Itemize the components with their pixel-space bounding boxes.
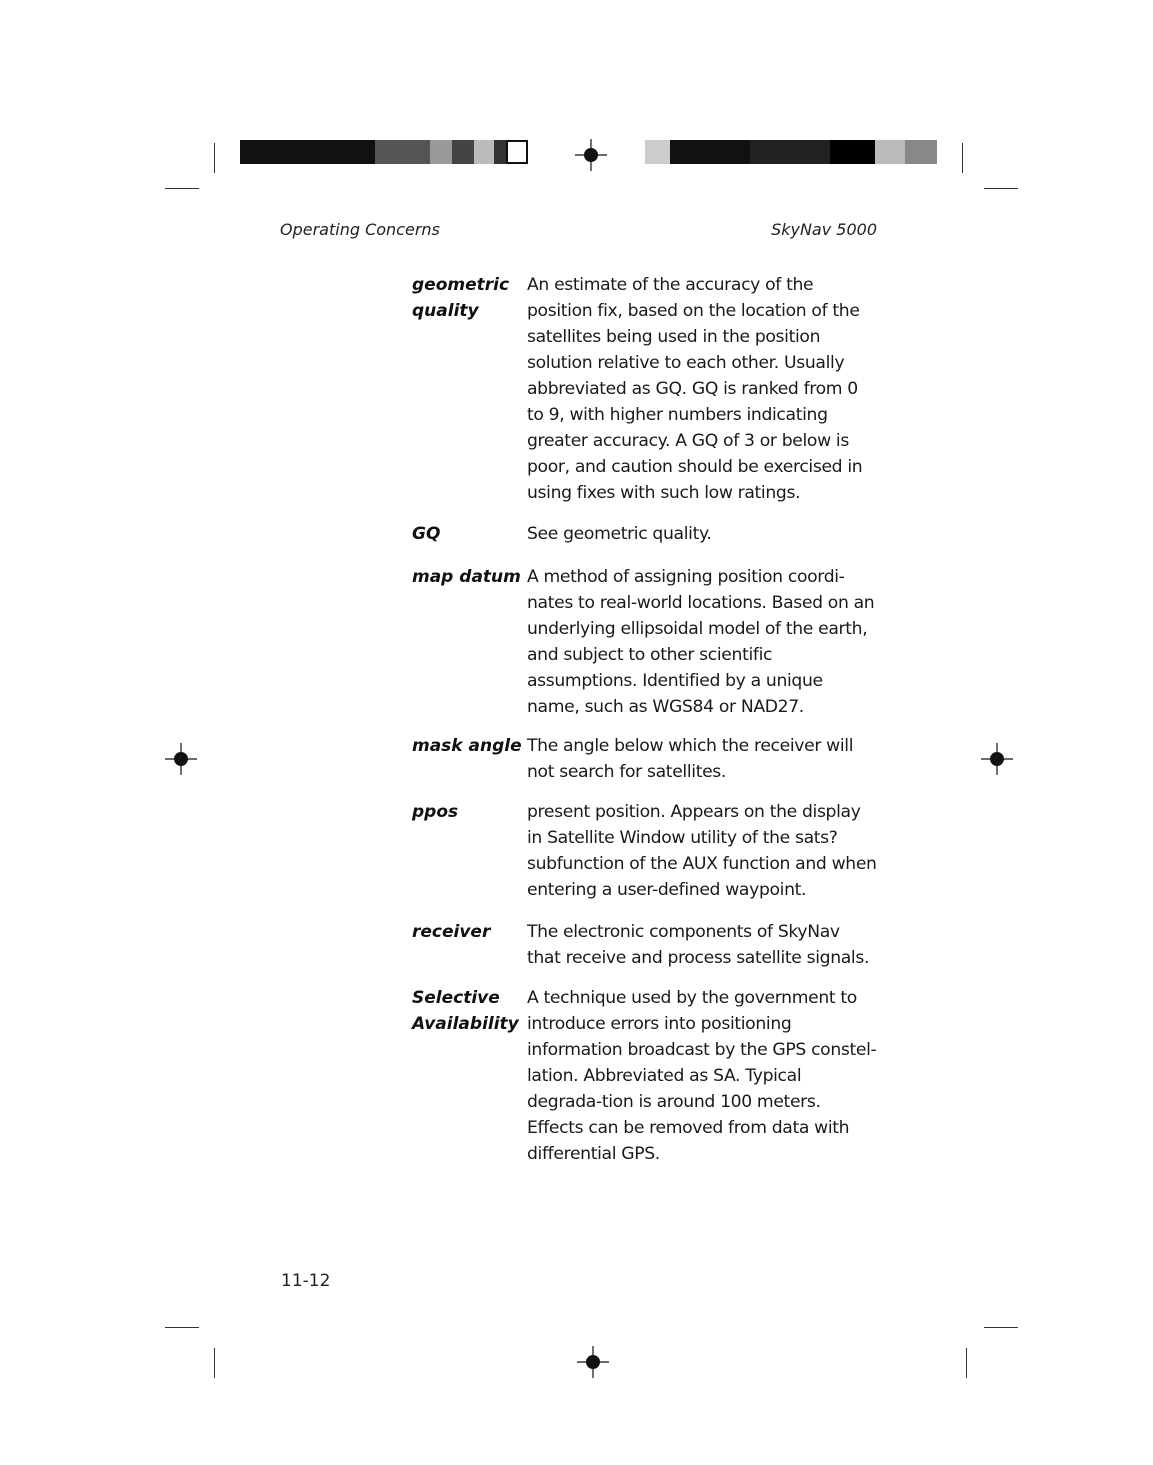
term-line: receiver — [412, 922, 491, 942]
reg-block — [830, 140, 875, 164]
glossary-term — [412, 272, 524, 324]
registration-bar-left — [240, 140, 530, 164]
reg-block — [905, 140, 937, 164]
glossary-definition: present position. Appears on the display in Satellite Window utility of the sats? subfunction of the AUX function and when entering a user-defined waypoint. — [527, 802, 877, 900]
reg-block — [240, 140, 375, 164]
term-line: GQ — [412, 524, 441, 544]
crop-mark — [966, 1348, 967, 1378]
glossary-definition: See geometric quality. — [527, 524, 712, 544]
glossary-term — [412, 799, 524, 825]
reg-block — [452, 140, 474, 164]
reg-block — [375, 140, 430, 164]
glossary-term — [412, 919, 524, 945]
glossary-term — [412, 521, 524, 547]
section-title: Operating Concerns — [280, 220, 440, 239]
crop-mark — [962, 143, 963, 173]
crop-mark — [165, 188, 199, 189]
registration-bar-right — [645, 140, 937, 164]
reg-block — [506, 140, 528, 164]
glossary-term — [412, 564, 524, 590]
reg-block — [875, 140, 905, 164]
reg-block — [670, 140, 750, 164]
reg-block — [474, 140, 494, 164]
reg-block — [645, 140, 670, 164]
crop-mark — [214, 1348, 215, 1378]
crop-mark — [165, 1327, 199, 1328]
crop-mark — [984, 188, 1018, 189]
term-line: geometric — [412, 275, 510, 295]
term-line: ppos — [412, 802, 459, 822]
reg-block — [750, 140, 830, 164]
glossary-definition: The electronic components of SkyNav that receive and process satellite signals. — [527, 922, 870, 968]
registration-crosshair-icon — [164, 742, 198, 776]
glossary-term — [412, 985, 524, 1037]
term-line: Selective — [412, 988, 500, 1008]
crop-mark — [214, 143, 215, 173]
term-line: Availability — [412, 1014, 519, 1034]
term-line: quality — [412, 301, 479, 321]
glossary-definition: The angle below which the receiver will not search for satellites. — [527, 736, 854, 782]
product-name: SkyNav 5000 — [771, 220, 877, 239]
term-line: map datum — [412, 567, 521, 587]
registration-crosshair-icon — [576, 1345, 610, 1379]
reg-block — [430, 140, 452, 164]
term-line: mask angle — [412, 736, 522, 756]
glossary-definition: A method of assigning position coordi-nates to real-world locations. Based on an underlying ellipsoidal model of the earth, and subject to other scientific assumptions. Identified by a unique name, such as WGS84 or NAD27. — [527, 567, 875, 717]
registration-crosshair-icon — [980, 742, 1014, 776]
reg-block — [494, 140, 506, 164]
page-number: 11-12 — [281, 1271, 331, 1291]
registration-crosshair-icon — [574, 138, 608, 172]
crop-mark — [984, 1327, 1018, 1328]
glossary-term — [412, 733, 524, 759]
glossary-definition: A technique used by the government to introduce errors into positioning information broadcast by the GPS constel-lation. Abbreviated as SA. Typical degrada-tion is around 100 meters. Effects can be removed from data with differential GPS. — [527, 988, 877, 1164]
glossary-definition: An estimate of the accuracy of the position fix, based on the location of the satellites being used in the position solution relative to each other. Usually abbreviated as GQ. GQ is ranked from 0 to 9, with higher numbers indicating greater accuracy. A GQ of 3 or below is poor, and caution should be exercised in using fixes with such low ratings. — [527, 275, 863, 503]
